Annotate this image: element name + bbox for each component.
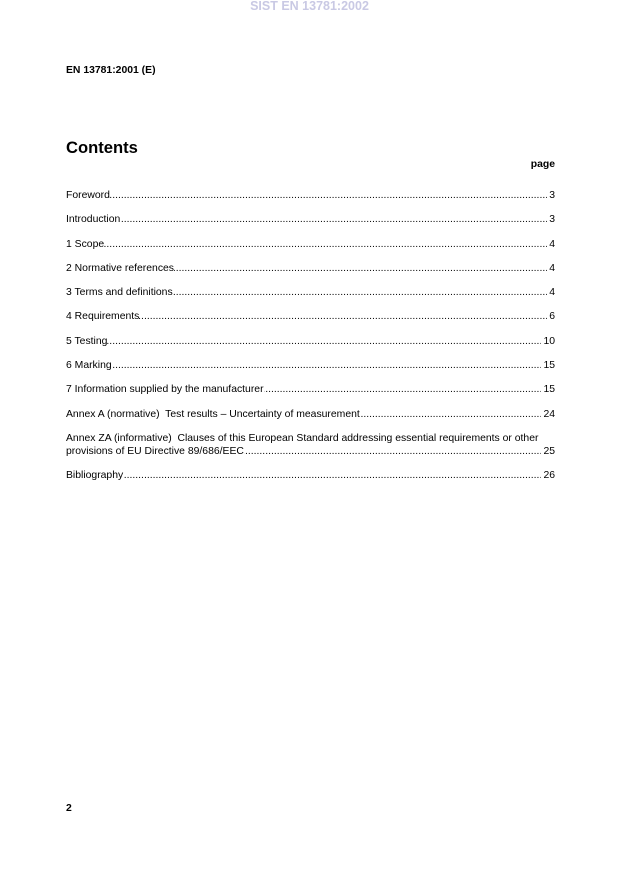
toc-entry-title: Bibliography <box>66 470 124 482</box>
toc-entry-testing[interactable] <box>66 335 555 348</box>
toc-entry-page-number: 24 <box>543 408 555 420</box>
watermark: SIST EN 13781:2002 <box>250 0 369 13</box>
toc-entry-page-number: 3 <box>549 214 555 226</box>
page-number: 2 <box>66 803 72 814</box>
toc-entry-page-number: 10 <box>543 335 555 347</box>
toc-entry-page-number: 4 <box>549 262 555 274</box>
toc-entry-annex-za[interactable] <box>66 432 555 458</box>
toc-entry-title: 3 Terms and definitions <box>66 287 173 299</box>
toc-entry-title: Annex ZA (informative) Clauses of this European Standard addressing essential requirements or other provisions of EU Directive 89/686/EEC <box>66 432 542 457</box>
toc-entry-page-number: 15 <box>543 360 555 372</box>
toc-entry-terms-and-definitions[interactable] <box>66 286 555 299</box>
toc-entry-page-number: 4 <box>549 238 555 250</box>
toc-entry-information-supplied[interactable] <box>66 383 555 396</box>
toc-entry-page-number: 4 <box>549 287 555 299</box>
toc-entry-page-number: 6 <box>549 311 555 323</box>
table-of-contents <box>66 189 555 494</box>
toc-entry-title: Introduction <box>66 214 121 226</box>
toc-entry-normative-references[interactable] <box>66 262 555 275</box>
toc-entry-title: 5 Testing <box>66 335 108 347</box>
toc-entry-page-number: 3 <box>549 190 555 201</box>
toc-entry-marking[interactable] <box>66 359 555 372</box>
toc-entry-requirements[interactable] <box>66 310 555 323</box>
toc-entry-title: Foreword <box>66 190 110 201</box>
toc-entry-page-number: 15 <box>543 384 555 396</box>
toc-entry-bibliography[interactable] <box>66 469 555 482</box>
toc-entry-title: 2 Normative references <box>66 262 174 274</box>
toc-entry-title: 4 Requirements <box>66 311 140 323</box>
toc-entry-annex-a[interactable] <box>66 408 555 421</box>
document-id-header: EN 13781:2001 (E) <box>66 65 156 76</box>
toc-entry-introduction[interactable] <box>66 213 555 226</box>
toc-entry-page-number: 25 <box>543 445 555 457</box>
toc-entry-title: 6 Marking <box>66 360 112 372</box>
contents-heading: Contents <box>66 138 138 157</box>
page-column-label: page <box>530 159 555 170</box>
toc-entry-title: Annex A (normative) Test results – Uncertainty of measurement <box>66 408 360 420</box>
toc-entry-page-number: 26 <box>543 470 555 482</box>
toc-entry-title: 7 Information supplied by the manufacturer <box>66 384 264 396</box>
toc-entry-scope[interactable] <box>66 238 555 251</box>
toc-entry-foreword[interactable] <box>66 189 555 202</box>
toc-entry-title: 1 Scope <box>66 238 105 250</box>
